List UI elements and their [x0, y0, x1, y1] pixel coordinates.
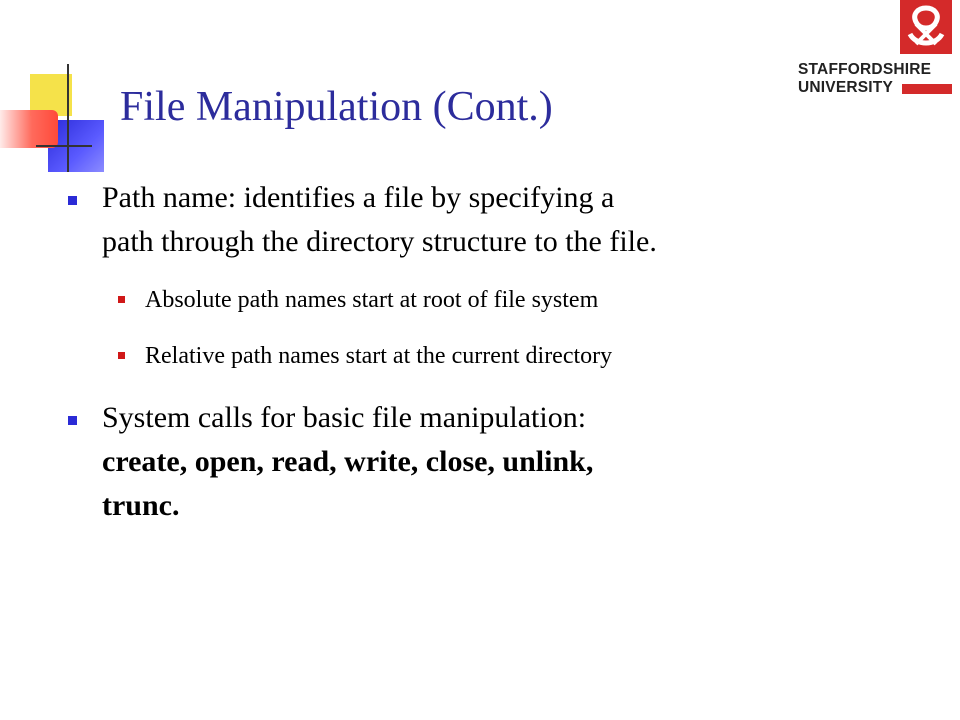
sub-bullet-marker: [118, 296, 125, 303]
vertical-line-decoration: [67, 64, 69, 172]
system-call-list: trunc.: [102, 489, 180, 522]
bullet-line: path through the directory structure to the file.: [102, 225, 657, 258]
system-call-list: create, open, read, write, close, unlink,: [102, 445, 594, 478]
logo-text-line2: UNIVERSITY: [798, 79, 894, 96]
red-bar-decoration: [0, 110, 58, 148]
bullet-text: [102, 396, 593, 528]
bullet-marker: [68, 196, 77, 205]
bullet-marker: [68, 416, 77, 425]
sub-bullet-text: Relative path names start at the current directory: [145, 343, 613, 369]
logo-red-bar: [902, 84, 952, 94]
corner-ornament: [0, 0, 130, 180]
bullet-line: System calls for basic file manipulation:: [102, 401, 587, 434]
university-logo: [796, 0, 956, 100]
sub-bullet-text: Absolute path names start at root of file system: [145, 287, 599, 313]
slide-title: File Manipulation (Cont.): [120, 84, 553, 130]
logo-text-line1: STAFFORDSHIRE: [798, 61, 932, 78]
bullet-text: [102, 176, 657, 264]
bullet-line: Path name: identifies a file by specifying a: [102, 181, 615, 214]
sub-bullet-marker: [118, 352, 125, 359]
horizontal-line-decoration: [36, 145, 92, 147]
knot-emblem-icon: [900, 0, 952, 54]
